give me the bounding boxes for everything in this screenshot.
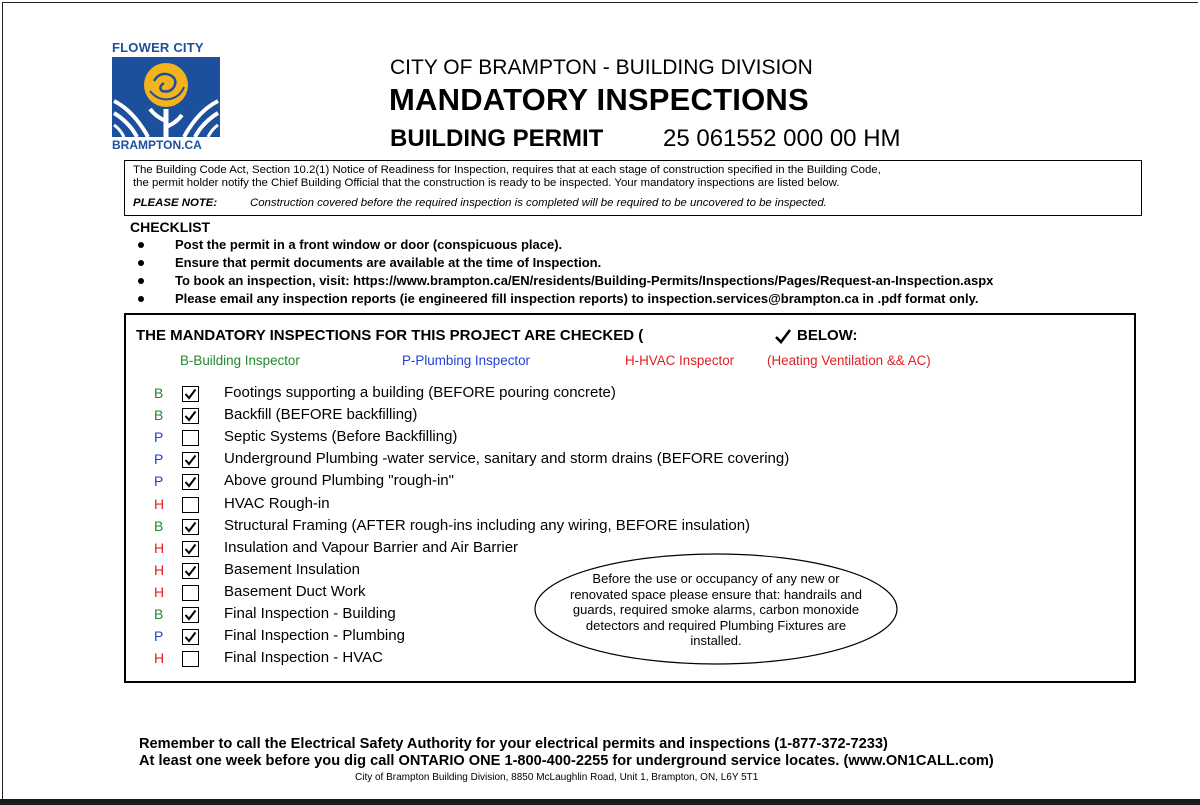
inspector-code: H [154, 583, 165, 600]
inspection-checkbox[interactable] [182, 474, 199, 490]
bullet-icon [138, 296, 144, 302]
footer-on1call-note: At least one week before you dig call ONTARIO ONE 1-800-400-2255 for underground service locates. (www.ON1CALL.com) [139, 753, 994, 769]
please-note-label: PLEASE NOTE: [133, 197, 218, 209]
inspector-code: H [154, 495, 165, 512]
brampton-logo [108, 40, 228, 156]
checklist-item-booking-link[interactable]: To book an inspection, visit: https://www.brampton.ca/EN/residents/Building-Permits/Inspections/Pages/Request-an-Inspection.aspx [175, 273, 994, 288]
flower-city-logo-icon [112, 57, 220, 137]
occupancy-note [533, 571, 899, 649]
inspector-code: B [154, 517, 164, 534]
inspection-checkbox[interactable] [182, 519, 199, 535]
inspection-checkbox[interactable] [182, 541, 199, 557]
checkmark-icon [184, 454, 197, 466]
inspection-label: Footings supporting a building (BEFORE pouring concrete) [224, 384, 616, 401]
inspection-checkbox[interactable] [182, 563, 199, 579]
inspection-checkbox[interactable] [182, 607, 199, 623]
inspector-code: B [154, 606, 164, 622]
inspection-label: Above ground Plumbing "rough-in" [224, 472, 454, 490]
checkmark-icon [184, 476, 197, 488]
inspector-code: H [154, 650, 165, 667]
occupancy-note-line: Before the use or occupancy of any new or [592, 571, 840, 586]
inspector-code: P [154, 451, 164, 468]
checkmark-icon [184, 609, 197, 621]
notice-line-2: the permit holder notify the Chief Building Official that the construction is ready to be inspected. Your mandatory inspections are listed below. [133, 177, 840, 189]
logo-bottom-text: BRAMPTON.CA [112, 138, 202, 152]
bullet-icon [138, 260, 144, 266]
inspection-label: Insulation and Vapour Barrier and Air Barrier [224, 538, 519, 556]
inspection-checkbox[interactable] [182, 430, 199, 446]
inspection-label: Basement Duct Work [224, 582, 366, 600]
logo-top-text: FLOWER CITY [112, 40, 204, 55]
inspections-heading-end: BELOW: [797, 327, 858, 344]
checkmark-icon [184, 631, 197, 643]
inspection-label: Structural Framing (AFTER rough-ins including any wiring, BEFORE insulation) [224, 516, 751, 534]
inspector-code: H [154, 561, 165, 578]
page-title: MANDATORY INSPECTIONS [389, 82, 809, 117]
checklist-item-text: Post the permit in a front window or door (conspicuous place). [175, 237, 563, 252]
checkmark-icon [184, 565, 197, 577]
inspection-label: HVAC Rough-in [224, 494, 330, 512]
inspection-label: Underground Plumbing -water service, sanitary and storm drains (BEFORE covering) [224, 450, 790, 468]
inspector-code: B [154, 407, 164, 424]
footer-address: City of Brampton Building Division, 8850 McLaughlin Road, Unit 1, Brampton, ON, L6Y 5T1 [355, 772, 759, 783]
inspection-label: Backfill (BEFORE backfilling) [224, 406, 418, 424]
inspections-heading: THE MANDATORY INSPECTIONS FOR THIS PROJECT ARE CHECKED ( [136, 327, 644, 344]
inspector-code: P [154, 628, 164, 645]
inspection-checkbox[interactable] [182, 386, 199, 402]
bullet-icon [138, 278, 144, 284]
checklist-heading: CHECKLIST [130, 219, 211, 235]
please-note-text: Construction covered before the required inspection is completed will be required to be uncovered to be inspected. [250, 197, 827, 209]
legend-hvac: H-HVAC Inspector [625, 353, 735, 368]
inspector-code: B [154, 385, 164, 401]
legend-plumbing: P-Plumbing Inspector [402, 353, 531, 368]
inspector-code: P [154, 429, 164, 446]
checklist-item-email[interactable]: Please email any inspection reports (ie engineered fill inspection reports) to inspection.services@brampton.ca in .pdf format only. [175, 291, 979, 306]
inspection-checkbox[interactable] [182, 408, 199, 424]
inspection-checkbox[interactable] [182, 452, 199, 468]
notice-line-1: The Building Code Act, Section 10.2(1) Notice of Readiness for Inspection, requires that at each stage of construction specified in the Building Code, [133, 164, 881, 176]
inspection-checkbox[interactable] [182, 497, 199, 513]
checkmark-icon [184, 543, 197, 555]
permit-number: 25 061552 000 00 HM [663, 125, 901, 152]
inspection-label: Septic Systems (Before Backfilling) [224, 428, 458, 446]
occupancy-note-line: detectors and required Plumbing Fixtures are [585, 617, 847, 633]
inspector-code: P [154, 473, 164, 490]
inspection-checkbox[interactable] [182, 629, 199, 645]
footer-esa-note: Remember to call the Electrical Safety Authority for your electrical permits and inspections (1-877-372-7233) [139, 736, 888, 752]
legend-building: B-Building Inspector [180, 353, 300, 368]
occupancy-note-line: guards, required smoke alarms, carbon monoxide [572, 602, 860, 617]
inspection-label: Final Inspection - Building [224, 605, 396, 622]
inspection-label: Basement Insulation [224, 560, 360, 578]
checkmark-icon [774, 328, 792, 344]
inspector-code: H [154, 539, 165, 556]
occupancy-note-line: installed. [690, 633, 742, 648]
inspection-label: Final Inspection - HVAC [224, 649, 383, 667]
occupancy-note-line: renovated space please ensure that: handrails and [570, 586, 862, 602]
division-title: CITY OF BRAMPTON - BUILDING DIVISION [390, 56, 813, 79]
checklist-item-text: Ensure that permit documents are available at the time of Inspection. [175, 255, 602, 270]
legend-hvac-desc: (Heating Ventilation && AC) [767, 353, 931, 368]
inspection-checkbox[interactable] [182, 651, 199, 667]
bullet-icon [138, 242, 144, 248]
checkmark-icon [184, 521, 197, 533]
checkmark-icon [184, 388, 197, 400]
permit-label: BUILDING PERMIT [390, 125, 604, 152]
inspection-label: Final Inspection - Plumbing [224, 627, 405, 645]
checkmark-icon [184, 410, 197, 422]
inspection-checkbox[interactable] [182, 585, 199, 601]
notice-box [124, 160, 1142, 216]
bottom-bar [0, 799, 1200, 805]
